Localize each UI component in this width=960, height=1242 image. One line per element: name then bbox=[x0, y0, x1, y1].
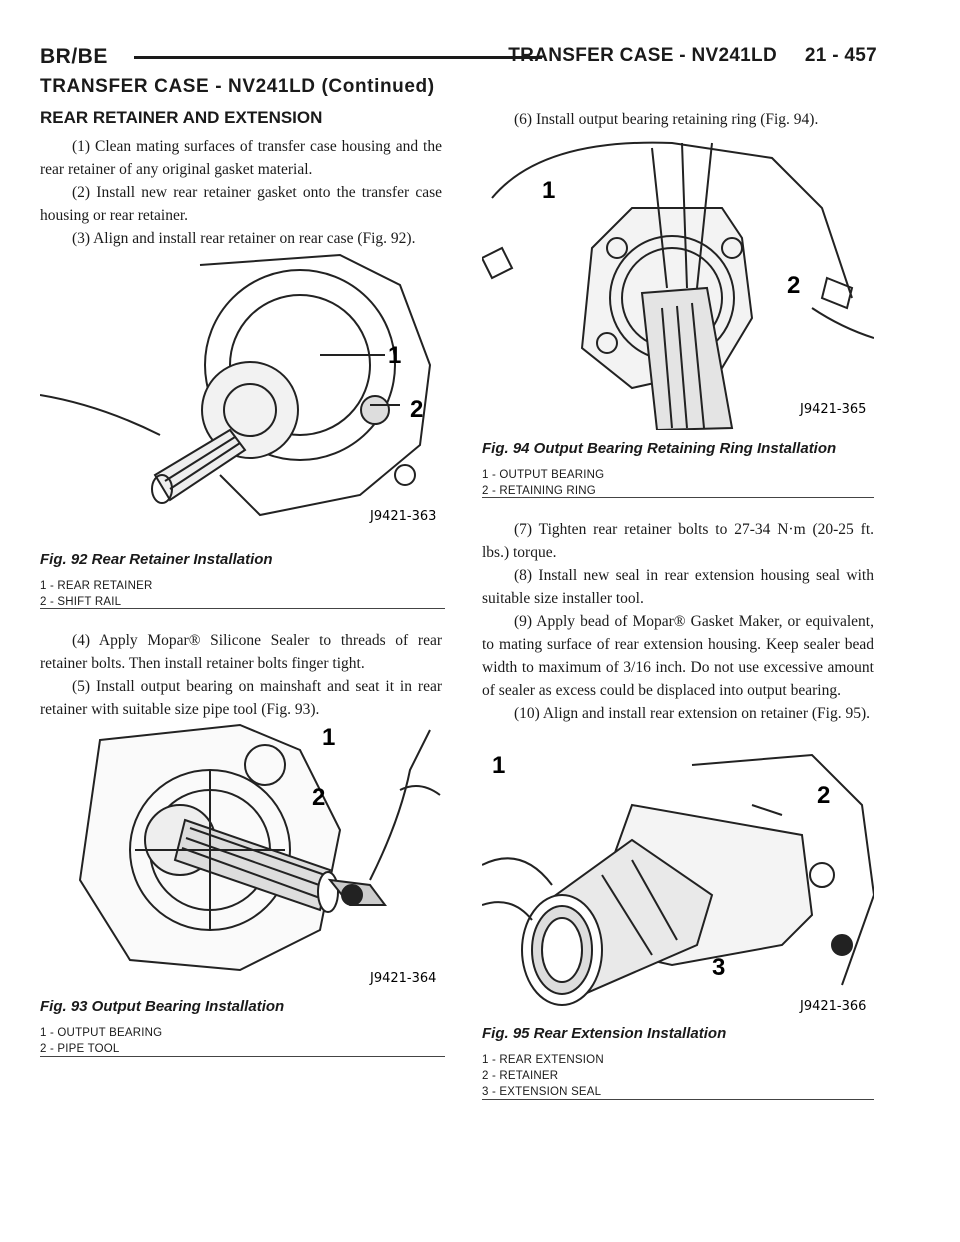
subsection-title: REAR RETAINER AND EXTENSION bbox=[40, 108, 323, 127]
figure-93-caption bbox=[40, 998, 442, 1057]
header-rule bbox=[134, 56, 542, 59]
fig93-item-2: 2 - PIPE TOOL bbox=[40, 1043, 120, 1055]
step-6: (6) Install output bearing retaining ring (Fig. 94). bbox=[514, 111, 819, 128]
right-steps-mid bbox=[482, 518, 874, 725]
fig93-title: Fig. 93 Output Bearing Installation bbox=[40, 998, 285, 1015]
fig95-item-2: 2 - RETAINER bbox=[482, 1070, 559, 1082]
fig92-callout-2: 2 bbox=[410, 396, 424, 423]
fig95-callout-3: 3 bbox=[712, 954, 726, 981]
step-5: (5) Install output bearing on mainshaft and seat it in rear retainer with suitable size pipe tool (Fig. 93). bbox=[40, 678, 442, 718]
fig93-id: J9421-364 bbox=[370, 971, 437, 986]
left-steps-mid bbox=[40, 629, 442, 721]
fig95-item-1: 1 - REAR EXTENSION bbox=[482, 1054, 604, 1066]
fig95-title: Fig. 95 Rear Extension Installation bbox=[482, 1025, 727, 1042]
step-3: (3) Align and install rear retainer on rear case (Fig. 92). bbox=[72, 230, 416, 247]
step-1: (1) Clean mating surfaces of transfer case housing and the rear retainer of any original gasket material. bbox=[40, 138, 442, 178]
figure-94-illustration bbox=[482, 138, 874, 430]
fig92-title: Fig. 92 Rear Retainer Installation bbox=[40, 551, 273, 568]
step-7: (7) Tighten rear retainer bolts to 27-34 N·m (20-25 ft. lbs.) torque. bbox=[482, 521, 874, 561]
step-9: (9) Apply bead of Mopar® Gasket Maker, or equivalent, to mating surface of rear extension housing. Keep sealer bead width to maximum of 3/16 inch. Do not use excessive amount of sealer as excess could be displaced into output bearing. bbox=[482, 613, 874, 699]
right-steps-top bbox=[482, 108, 874, 131]
fig92-callout-1: 1 bbox=[388, 342, 402, 369]
fig94-rule bbox=[482, 497, 874, 498]
fig94-id: J9421-365 bbox=[800, 402, 867, 417]
figure-92-caption bbox=[40, 551, 442, 610]
step-8: (8) Install new seal in rear extension housing seal with suitable size installer tool. bbox=[482, 567, 874, 607]
fig95-item-3: 3 - EXTENSION SEAL bbox=[482, 1086, 602, 1098]
fig94-callout-1: 1 bbox=[542, 177, 556, 204]
figure-95-illustration bbox=[482, 745, 874, 1020]
page-header-right: TRANSFER CASE - NV241LD 21 - 457 bbox=[508, 45, 877, 66]
fig93-callout-2: 2 bbox=[312, 784, 326, 811]
fig94-callout-2: 2 bbox=[787, 272, 801, 299]
fig93-callout-1: 1 bbox=[322, 724, 336, 751]
page-header-left: BR/BE bbox=[40, 45, 108, 68]
fig94-item-1: 1 - OUTPUT BEARING bbox=[482, 469, 605, 481]
fig92-id: J9421-363 bbox=[370, 509, 437, 524]
fig93-rule bbox=[40, 1056, 445, 1057]
step-4: (4) Apply Mopar® Silicone Sealer to threads of rear retainer bolts. Then install retainer bolts finger tight. bbox=[40, 632, 442, 672]
section-title: TRANSFER CASE - NV241LD (Continued) bbox=[40, 76, 435, 97]
fig95-callout-2: 2 bbox=[817, 782, 831, 809]
fig95-id: J9421-366 bbox=[800, 999, 867, 1014]
fig92-item-2: 2 - SHIFT RAIL bbox=[40, 596, 122, 608]
fig95-rule bbox=[482, 1099, 874, 1100]
fig93-item-1: 1 - OUTPUT BEARING bbox=[40, 1027, 163, 1039]
figure-92-illustration bbox=[40, 245, 442, 535]
fig92-rule bbox=[40, 608, 445, 609]
step-2: (2) Install new rear retainer gasket onto the transfer case housing or rear retainer. bbox=[40, 184, 442, 224]
left-steps-top bbox=[40, 135, 442, 250]
fig95-callout-1: 1 bbox=[492, 752, 506, 779]
step-10: (10) Align and install rear extension on retainer (Fig. 95). bbox=[514, 705, 870, 722]
figure-94-caption bbox=[482, 440, 874, 499]
fig94-title: Fig. 94 Output Bearing Retaining Ring Installation bbox=[482, 440, 837, 457]
figure-95-caption bbox=[482, 1025, 874, 1100]
fig94-item-2: 2 - RETAINING RING bbox=[482, 485, 596, 497]
figure-93-illustration bbox=[40, 710, 442, 995]
fig92-item-1: 1 - REAR RETAINER bbox=[40, 580, 153, 592]
